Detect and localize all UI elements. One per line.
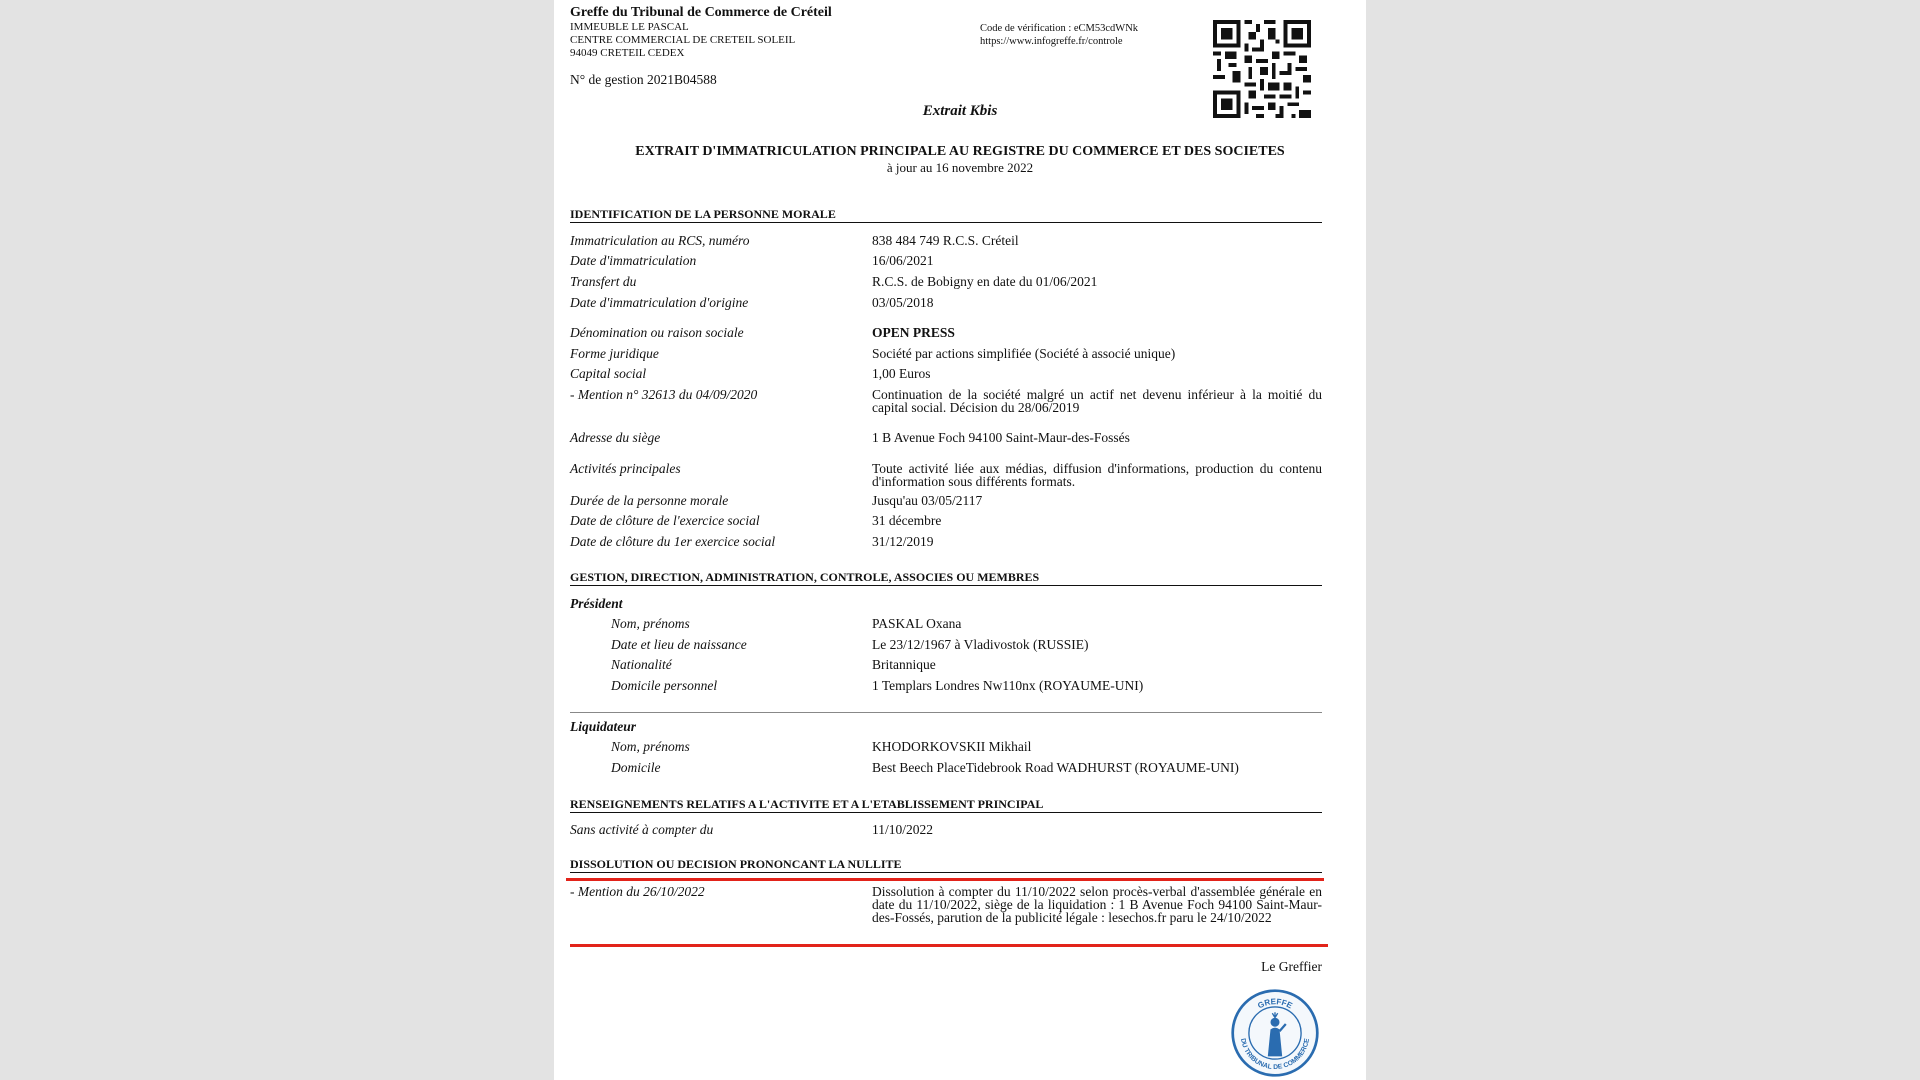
highlight-rule-bottom: [570, 944, 1328, 947]
field-value: Société par actions simplifiée (Société à associé unique): [872, 346, 1176, 361]
field-value: Best Beech PlaceTidebrook Road WADHURST (ROYAUME-UNI): [872, 760, 1239, 775]
field-value: 03/05/2018: [872, 295, 934, 310]
main-title: EXTRAIT D'IMMATRICULATION PRINCIPALE AU REGISTRE DU COMMERCE ET DES SOCIETES: [635, 144, 1285, 159]
field-label: Sans activité à compter du: [570, 822, 714, 837]
section-dissolution-title: DISSOLUTION OU DECISION PRONONCANT LA NULLITE: [570, 857, 1322, 873]
field-label: - Mention du 26/10/2022: [570, 884, 705, 899]
field-label: Nationalité: [611, 657, 672, 672]
field-label: Date et lieu de naissance: [611, 637, 747, 652]
field-value: Le 23/12/1967 à Vladivostok (RUSSIE): [872, 637, 1089, 652]
field-label: Domicile personnel: [611, 678, 718, 693]
update-date: à jour au 16 novembre 2022: [886, 160, 1034, 175]
field-label: Nom, prénoms: [611, 739, 690, 754]
office-name: Greffe du Tribunal de Commerce de Créteil: [570, 5, 832, 20]
highlight-rule-top: [566, 878, 1324, 881]
field-label: Date d'immatriculation d'origine: [570, 295, 749, 310]
liquidateur-heading: Liquidateur: [570, 719, 637, 734]
section-identification-title: IDENTIFICATION DE LA PERSONNE MORALE: [570, 207, 1322, 223]
field-value: 1,00 Euros: [872, 366, 931, 381]
field-value: 31/12/2019: [872, 534, 934, 549]
section-activite-title: RENSEIGNEMENTS RELATIFS A L'ACTIVITE ET A L'ETABLISSEMENT PRINCIPAL: [570, 797, 1322, 813]
gestion-number: N° de gestion 2021B04588: [570, 72, 717, 87]
field-value: 1 Templars Londres Nw110nx (ROYAUME-UNI): [872, 678, 1144, 693]
field-label: Date de clôture du 1er exercice social: [570, 534, 776, 549]
field-label: Transfert du: [570, 274, 637, 289]
verification-code: Code de vérification : eCM53cdWNk: [980, 23, 1139, 34]
field-label: Forme juridique: [570, 346, 659, 361]
field-value: 31 décembre: [872, 513, 942, 528]
field-value: PASKAL Oxana: [872, 616, 962, 631]
signature-label: Le Greffier: [1261, 959, 1322, 974]
field-label: Activités principales: [570, 461, 681, 476]
field-value: Toute activité liée aux médias, diffusion d'informations, production du contenu d'information sous différents formats.: [872, 461, 1322, 489]
dissolution-mention: Dissolution à compter du 11/10/2022 selon procès-verbal d'assemblée générale en date du 11/10/2022, siège de la liquidation : 1 B Avenue Foch 94100 Saint-Maur-des-Fossés, parution de la publicité légale : lesechos.fr paru le 24/10/2022: [872, 884, 1322, 925]
field-value: R.C.S. de Bobigny en date du 01/06/2021: [872, 274, 1098, 289]
field-label: Dénomination ou raison sociale: [570, 325, 744, 340]
court-seal-icon: [1230, 988, 1320, 1078]
kbis-document-page: [554, 0, 1366, 1080]
field-label: - Mention n° 32613 du 04/09/2020: [570, 387, 758, 402]
field-value: Britannique: [872, 657, 936, 672]
office-address-line-2: CENTRE COMMERCIAL DE CRETEIL SOLEIL: [570, 34, 796, 46]
field-label: Date d'immatriculation: [570, 253, 697, 268]
field-label: Adresse du siège: [570, 430, 661, 445]
field-value: 16/06/2021: [872, 253, 934, 268]
kbis-title: Extrait Kbis: [922, 103, 998, 119]
field-label: Date de clôture de l'exercice social: [570, 513, 760, 528]
field-value: Jusqu'au 03/05/2117: [872, 493, 983, 508]
office-address-line-1: IMMEUBLE LE PASCAL: [570, 21, 689, 33]
president-heading: Président: [570, 596, 623, 611]
field-value: KHODORKOVSKII Mikhail: [872, 739, 1032, 754]
field-label: Nom, prénoms: [611, 616, 690, 631]
field-value: Continuation de la société malgré un actif net devenu inférieur à la moitié du capital social. Décision du 28/06/2019: [872, 387, 1322, 415]
section-gestion-title: GESTION, DIRECTION, ADMINISTRATION, CONTROLE, ASSOCIES OU MEMBRES: [570, 570, 1322, 586]
svg-text:GREFFE: GREFFE: [1256, 997, 1294, 1011]
office-address-line-3: 94049 CRETEIL CEDEX: [570, 47, 685, 59]
field-value: 838 484 749 R.C.S. Créteil: [872, 233, 1019, 248]
field-value: 11/10/2022: [872, 822, 934, 837]
field-label: Domicile: [611, 760, 661, 775]
field-label: Immatriculation au RCS, numéro: [570, 233, 750, 248]
field-value: 1 B Avenue Foch 94100 Saint-Maur-des-Fossés: [872, 430, 1130, 445]
verification-url[interactable]: https://www.infogreffe.fr/controle: [980, 36, 1123, 47]
field-label: Capital social: [570, 366, 647, 381]
company-name: OPEN PRESS: [872, 325, 955, 340]
svg-text:DU TRIBUNAL DE COMMERCE: DU TRIBUNAL DE COMMERCE: [1238, 1037, 1312, 1072]
divider: [570, 712, 1322, 713]
field-label: Durée de la personne morale: [570, 493, 729, 508]
